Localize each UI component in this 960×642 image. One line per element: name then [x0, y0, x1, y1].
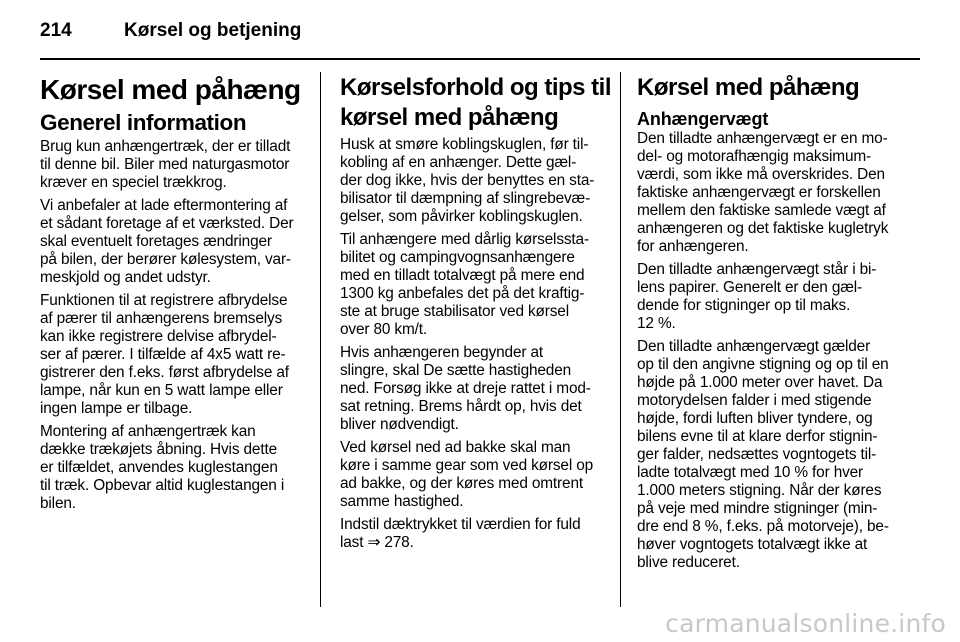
- paragraph-line: højde på 1.000 meter over havet. Da: [637, 374, 883, 391]
- text-last: last: [340, 534, 368, 551]
- subsection-heading: Generel information: [40, 110, 247, 135]
- paragraph-line: Den tilladte anhængervægt gælder: [637, 338, 871, 355]
- paragraph-line: ger falder, nedsættes vogntogets til-: [637, 446, 877, 463]
- column-1: [40, 74, 308, 518]
- paragraph-line: dende for stigninger op til maks.: [637, 297, 851, 314]
- paragraph-line: dre end 8 %, f.eks. på motorveje), be-: [637, 518, 889, 535]
- paragraph-line: til denne bil. Biler med naturgasmotor: [40, 156, 290, 173]
- paragraph-line: 1300 kg anbefales det på det kraftig-: [340, 285, 585, 302]
- paragraph-line: blive reduceret.: [637, 554, 740, 571]
- paragraph-line: mellem den faktiske samlede vægt af: [637, 202, 886, 219]
- header-rule: [40, 58, 920, 60]
- paragraph-line: bliver nødvendigt.: [340, 416, 459, 433]
- paragraph-line: gelser, som påvirker koblingskuglen.: [340, 208, 583, 225]
- paragraph-line: Husk at smøre koblingskuglen, før til-: [340, 136, 589, 153]
- section-heading: Kørsel med påhæng: [637, 74, 860, 101]
- paragraph-line: værdi, som ikke må overskrides. Den: [637, 166, 885, 183]
- paragraph-line: 12 %.: [637, 315, 676, 332]
- col3-body: [637, 130, 905, 572]
- paragraph-line: er tilfældet, anvendes kuglestangen: [40, 459, 278, 476]
- paragraph-line: ste at bruge stabilisator ved kørsel: [340, 303, 569, 320]
- section-heading-line-1: Kørselsforhold og tips til: [340, 74, 612, 101]
- paragraph-line: der dog ikke, hvis der benyttes en sta-: [340, 172, 595, 189]
- paragraph: [40, 138, 308, 192]
- subsection-heading: Anhængervægt: [637, 109, 769, 129]
- paragraph-line: til træk. Opbevar altid kuglestangen i: [40, 477, 285, 494]
- paragraph-line: meskjold og andet udstyr.: [40, 269, 211, 286]
- column-2: [340, 74, 612, 557]
- paragraph-line: bilens evne til at klare derfor stignin-: [637, 428, 878, 445]
- paragraph: [40, 197, 308, 287]
- paragraph-line: på bilen, der berører kølesystem, var-: [40, 251, 291, 268]
- section-heading: Kørsel med påhæng: [40, 74, 301, 105]
- column-divider-2: [620, 72, 621, 607]
- paragraph-line: et sådant foretage af et værksted. Der: [40, 215, 294, 232]
- section-heading-line-2: kørsel med påhæng: [340, 104, 559, 131]
- paragraph-line: Hvis anhængeren begynder at: [340, 344, 544, 361]
- paragraph-line: motorydelsen falder i med stigende: [637, 392, 872, 409]
- paragraph-line: lampe, når kun en 5 watt lampe eller: [40, 382, 283, 399]
- paragraph-line: sat retning. Brems hårdt op, hvis det: [340, 398, 582, 415]
- paragraph-line: Den tilladte anhængervægt står i bi-: [637, 261, 877, 278]
- paragraph-line: bilitet og campingvognsanhængere: [340, 249, 575, 266]
- paragraph-line: bilen.: [40, 495, 76, 512]
- paragraph: [340, 344, 608, 434]
- chapter-title: Kørsel og betjening: [124, 20, 302, 41]
- column-3: [637, 74, 905, 577]
- page-header: [40, 14, 920, 54]
- paragraph: [40, 423, 308, 513]
- paragraph-line: lens papirer. Generelt er den gæl-: [637, 279, 863, 296]
- paragraph-line: køre i samme gear som ved kørsel op: [340, 457, 594, 474]
- paragraph-line: 1.000 meters stigning. Når der køres: [637, 482, 882, 499]
- paragraph-line: Montering af anhængertræk kan: [40, 423, 256, 440]
- paragraph: [637, 261, 905, 333]
- paragraph-line: højde, fordi luften bliver tyndere, og: [637, 410, 873, 427]
- col1-body: [40, 138, 308, 513]
- paragraph-line: del- og motorafhængig maksimum-: [637, 148, 871, 165]
- paragraph: [340, 231, 608, 339]
- paragraph-line: for anhængeren.: [637, 238, 749, 255]
- paragraph-line: på veje med mindre stigninger (min-: [637, 500, 878, 517]
- paragraph-line: skal eventuelt foretages ændringer: [40, 233, 272, 250]
- paragraph-line: dække trækøjets åbning. Hvis dette: [40, 441, 277, 458]
- paragraph-line: kan ikke registrere delvise afbrydel-: [40, 328, 277, 345]
- paragraph-line: ser af pærer. I tilfælde af 4x5 watt re-: [40, 346, 286, 363]
- paragraph-line: høver vogntogets totalvægt ikke at: [637, 536, 868, 553]
- page-reference-link[interactable]: 278.: [380, 534, 414, 551]
- page-number: 214: [40, 20, 72, 41]
- col2-body: [340, 136, 608, 511]
- paragraph-line: anhængeren og det faktiske kugletryk: [637, 220, 889, 237]
- paragraph-line: bilisator til dæmpning af slingrebevæ-: [340, 190, 591, 207]
- paragraph-line: gistrerer den f.eks. først afbrydelse af: [40, 364, 289, 381]
- paragraph-line: Til anhængere med dårlig kørselssta-: [340, 231, 589, 248]
- paragraph-line: kobling af en anhænger. Dette gæl-: [340, 154, 577, 171]
- paragraph: [40, 292, 308, 418]
- paragraph-line: Ved kørsel ned ad bakke skal man: [340, 439, 571, 456]
- paragraph: [637, 130, 905, 256]
- paragraph-line: [340, 534, 608, 552]
- paragraph-line: ladte totalvægt med 10 % for hver: [637, 464, 864, 481]
- paragraph-line: ad bakke, og der køres med omtrent: [340, 475, 583, 492]
- paragraph-line: slingre, skal De sætte hastigheden: [340, 362, 572, 379]
- paragraph-line: Indstil dæktrykket til værdien for fuld: [340, 516, 581, 533]
- paragraph-line: ned. Forsøg ikke at dreje rattet i mod-: [340, 380, 591, 397]
- paragraph-tyre-pressure: [340, 516, 608, 552]
- paragraph: [340, 439, 608, 511]
- paragraph-line: samme hastighed.: [340, 493, 464, 510]
- paragraph-line: af pærer til anhængerens bremselys: [40, 310, 283, 327]
- paragraph-line: Vi anbefaler at lade eftermontering af: [40, 197, 288, 214]
- watermark: carmanualsonline.info: [665, 609, 946, 638]
- paragraph-line: over 80 km/t.: [340, 321, 428, 338]
- paragraph-line: kræver en speciel trækkrog.: [40, 174, 227, 191]
- paragraph: [340, 136, 608, 226]
- paragraph-line: Funktionen til at registrere afbrydelse: [40, 292, 288, 309]
- column-divider-1: [320, 72, 321, 607]
- paragraph: [637, 338, 905, 572]
- paragraph-line: faktiske anhængervægt er forskellen: [637, 184, 881, 201]
- reference-arrow-icon: ⇒: [367, 534, 381, 551]
- paragraph-line: Den tilladte anhængervægt er en mo-: [637, 130, 888, 147]
- paragraph-line: med en tilladt totalvægt på mere end: [340, 267, 585, 284]
- paragraph-line: ingen lampe er tilbage.: [40, 400, 193, 417]
- paragraph-line: Brug kun anhængertræk, der er tilladt: [40, 138, 291, 155]
- paragraph-line: op til den angivne stigning og op til en: [637, 356, 889, 373]
